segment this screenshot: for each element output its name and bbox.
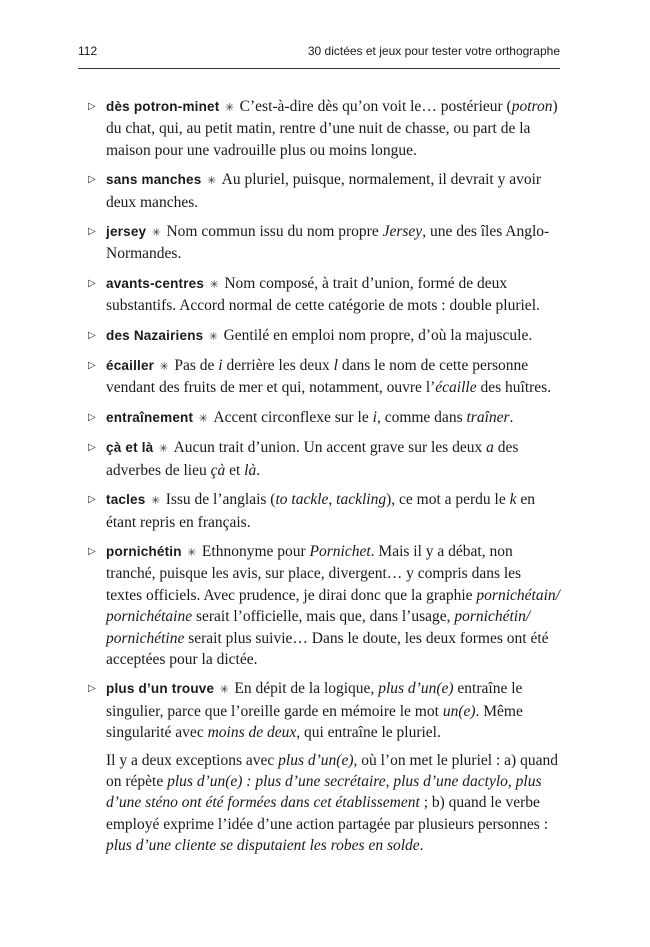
italic-text: i (218, 357, 223, 375)
text: Nom commun issu du nom propre (166, 223, 383, 241)
italic-text: potron (511, 98, 553, 115)
italic-text: Jersey (382, 223, 423, 241)
entry-term: jersey (106, 224, 147, 240)
text: . (509, 408, 514, 426)
text: C’est-à-dire dès qu’on voit le… postérieur ( (239, 98, 512, 115)
entry-paragraph (106, 489, 560, 533)
italic-text: plus d’un(e) (278, 751, 354, 769)
italic-text: pornichétin/ pornichétine (106, 608, 531, 647)
entry-term: avants-centres (106, 275, 205, 291)
text: , qui entraîne le pluriel. (296, 724, 441, 742)
triangle-bullet-icon: ▷ (88, 277, 96, 289)
asterisk-separator-icon: ✳ (206, 277, 223, 291)
page-number: 112 (78, 44, 98, 58)
glossary-entry (88, 407, 560, 429)
glossary-entry (88, 355, 560, 399)
italic-text: l (333, 357, 338, 375)
italic-text: tackling (336, 491, 387, 509)
text: , (328, 491, 337, 509)
glossary-entry (88, 489, 560, 533)
asterisk-separator-icon: ✳ (195, 411, 212, 425)
text: , où l’on met le pluriel : a) quand on répète (106, 751, 558, 790)
entry-paragraph (106, 273, 560, 317)
text: des huîtres. (476, 379, 552, 397)
triangle-bullet-icon: ▷ (88, 494, 96, 506)
triangle-bullet-icon: ▷ (88, 442, 96, 454)
italic-text: pornichétain/ pornichétaine (106, 586, 560, 626)
italic-text: un(e) (442, 702, 476, 720)
text: . (419, 837, 424, 855)
asterisk-separator-icon: ✳ (156, 360, 173, 374)
entry-paragraph (106, 437, 560, 481)
text: Issu de l’anglais ( (165, 491, 276, 509)
text: Pas de (174, 357, 219, 375)
asterisk-separator-icon: ✳ (216, 683, 233, 697)
glossary-entry (88, 96, 560, 161)
asterisk-separator-icon: ✳ (221, 101, 238, 114)
triangle-bullet-icon: ▷ (88, 683, 96, 695)
text: entraîne le singulier, parce que l’oreille garde en mémoire le mot (106, 680, 523, 720)
glossary-entry (88, 325, 560, 347)
running-header (78, 44, 560, 69)
glossary-entry (88, 221, 560, 265)
triangle-bullet-icon: ▷ (88, 101, 96, 112)
triangle-bullet-icon: ▷ (88, 411, 96, 423)
triangle-bullet-icon: ▷ (88, 226, 96, 238)
text: Au pluriel, puisque, normalement, il devrait y avoir deux manches. (106, 171, 542, 211)
triangle-bullet-icon: ▷ (88, 329, 96, 341)
running-title: 30 dictées et jeux pour tester votre orthographe (307, 44, 560, 58)
asterisk-separator-icon: ✳ (148, 226, 165, 240)
entry-paragraph (106, 750, 560, 857)
entry-term: sans manches (106, 172, 202, 188)
text: , comme dans (376, 408, 467, 426)
glossary-entries (88, 96, 560, 865)
asterisk-separator-icon: ✳ (203, 174, 220, 188)
text: serait plus suivie… Dans le doute, les deux formes ont été acceptées pour la dictée. (106, 629, 549, 668)
text: . Même singularité avec (106, 702, 523, 742)
entry-paragraph (106, 541, 560, 670)
text: Ethnonyme pour (201, 542, 310, 560)
italic-text: Pornichet (309, 542, 371, 560)
asterisk-separator-icon: ✳ (183, 545, 200, 559)
entry-term: tacles (106, 492, 146, 508)
entry-term: des Nazairiens (106, 327, 204, 343)
triangle-bullet-icon: ▷ (88, 174, 96, 186)
italic-text: là (244, 461, 257, 479)
glossary-entry (88, 169, 560, 213)
italic-text: plus d’un(e) : plus d’une secrétaire, plus d’une dactylo, plus d’une sténo ont été formées dans cet établissement (106, 772, 542, 812)
text: et (225, 461, 245, 479)
glossary-entry (88, 273, 560, 317)
entry-term: plus d’un trouve (106, 681, 215, 697)
entry-paragraph (106, 169, 560, 213)
glossary-entry (88, 541, 560, 670)
entry-paragraph (106, 678, 560, 743)
text: serait l’officielle, mais que, dans l’usage, (192, 608, 455, 626)
italic-text: traîner (466, 408, 510, 426)
text: ), ce mot a perdu le (386, 491, 510, 509)
asterisk-separator-icon: ✳ (147, 494, 164, 508)
text: Accent circonflexe sur le (213, 408, 373, 426)
italic-text: moins de deux (207, 724, 297, 742)
text: Aucun trait d’union. Un accent grave sur les deux (173, 439, 487, 457)
italic-text: çà (210, 461, 226, 479)
entry-term: pornichétin (106, 543, 182, 559)
italic-text: i (372, 408, 377, 426)
glossary-entry (88, 437, 560, 481)
text: , une des îles Anglo-Normandes. (106, 223, 550, 263)
text: en étant repris en français. (106, 491, 536, 531)
entry-paragraph (106, 221, 560, 265)
entry-paragraph (106, 325, 560, 347)
asterisk-separator-icon: ✳ (205, 329, 222, 343)
triangle-bullet-icon: ▷ (88, 545, 96, 557)
entry-term: écailler (106, 358, 155, 374)
text: En dépit de la logique, (234, 680, 379, 698)
italic-text: plus d’une cliente se disputaient les robes en solde (106, 837, 420, 855)
text: ) du chat, qui, au petit matin, rentre d’une nuit de chasse, ou part de la maison pour une vadrouille plus ou moins longue. (106, 98, 558, 159)
entry-term: çà et là (106, 440, 154, 456)
text: Gentilé en emploi nom propre, d’où la majuscule. (223, 326, 533, 344)
italic-text: écaille (435, 379, 477, 397)
text: derrière les deux (222, 357, 334, 375)
triangle-bullet-icon: ▷ (88, 360, 96, 372)
text: Il y a deux exceptions avec (106, 751, 279, 769)
text: . Mais il y a débat, non tranché, puisque les avis, sur place, divergent… y compris dans les textes officiels. Avec prudence, je dirai donc que la graphie (106, 542, 522, 604)
entry-term: dès potron-minet (106, 99, 220, 114)
asterisk-separator-icon: ✳ (155, 442, 172, 456)
entry-paragraph (106, 96, 560, 161)
italic-text: k (509, 491, 517, 509)
italic-text: a (486, 439, 494, 457)
text: Nom composé, à trait d’union, formé de deux substantifs. Accord normal de cette catégorie de mots : double pluriel. (106, 274, 540, 315)
entry-paragraph (106, 407, 560, 429)
entry-term: entraînement (106, 409, 194, 425)
glossary-entry (88, 678, 560, 856)
entry-paragraph (106, 355, 560, 399)
text: . (256, 461, 261, 479)
text: des adverbes de lieu (106, 439, 519, 479)
text: dans le nom de cette personne vendant des fruits de mer et qui, notamment, ouvre l’ (106, 357, 529, 397)
italic-text: plus d’un(e) (378, 680, 454, 698)
italic-text: to tackle (275, 491, 329, 509)
text: ; b) quand le verbe employé exprime l’idée d’une action partagée par plusieurs personnes : (106, 794, 549, 833)
